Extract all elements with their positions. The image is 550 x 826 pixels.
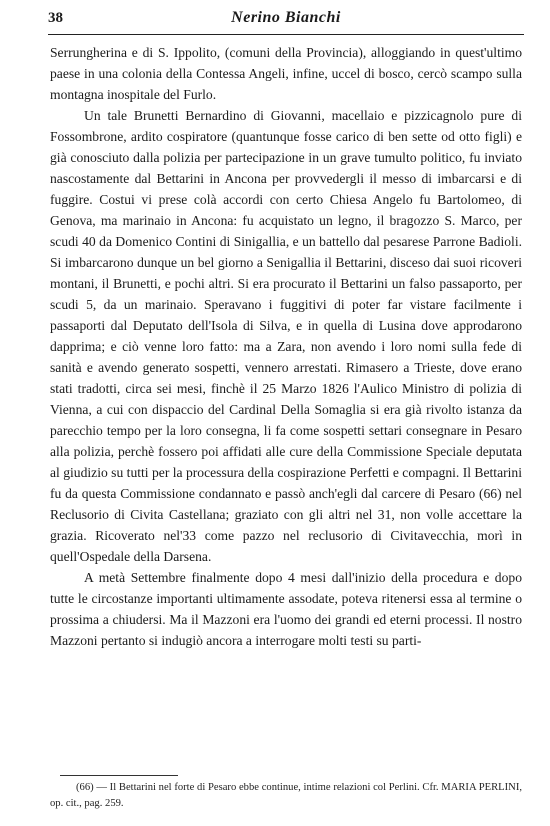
footnote-divider: [60, 775, 178, 776]
page-number: 38: [48, 10, 63, 26]
paragraph: Serrungherina e di S. Ippolito, (comuni della Provincia), alloggiando in quest'ultimo paese in una colonia della Contessa Angeli, infine, uccel di bosco, cercò scampo sulla montagna inospitale del Furlo.: [50, 45, 522, 102]
running-head: Nerino Bianchi: [231, 9, 341, 26]
paragraph: Un tale Brunetti Bernardino di Giovanni, macellaio e pizzicagnolo pure di Fossombrone, ardito cospiratore (quantunque fosse carico di ben sette od otto figli) e già conosciuto dalla polizia per partecipazione in un grave tumulto politico, fu inviato nascostamente dal Bettarini in Ancona per provvedergli il messo di imbarcarsi e di fuggire. Costui vi prese colà accordi con certo Chiesa Angelo fu Bartolomeo, di Genova, ma marinaio in Ancona: fu acquistato un legno, il bragozzo S. Marco, per scudi 40 da Domenico Contini di Sinigallia, e un battello dal pesarese Parrone Badioli. Si imbarcarono dunque un bel giorno a Senigallia il Bettarini, disceso dai suoi ricoveri montani, il Brunetti, e pochi altri. Si era procurato il Bettarini un falso passaporto, per scudi 5, da un marinaio. Speravano i fuggitivi di poter far vistare facilmente i passaporti dal Deputato dell'Isola di Silva, e in quella di Lusina dove approdarono dapprima; e ciò venne loro fatto: ma a Zara, non avendo i loro nomi sulla fede di sanità e avendo generato sospetti, vennero arrestati. Rimasero a Trieste, dove erano stati tradotti, circa sei mesi, finchè il 25 Marzo 1826 l'Aulico Ministro di polizia di Vienna, a cui con dispaccio del Cardinal Della Somaglia si era già rivolto istanza da parecchio tempo per la loro consegna, li fa come sospetti settari consegnare in Pesaro alla polizia, perchè fossero poi affidati alle cure della Commissione Speciale deputata al giudizio su tutti per la processura della cospirazione Perfetti e compagni. Il Bettarini fu da questa Commissione condannato e passò anch'egli dal carcere di Pesaro (66) nel Reclusorio di Civita Castellana; graziato con gli altri nel 31, non volle accettare la grazia. Ricoverato nel'33 come pazzo nel reclusorio di Civitavecchia, morì in quell'Ospedale della Darsena.: [50, 108, 522, 564]
footnote: (66) — Il Bettarini nel forte di Pesaro ebbe continue, intime relazioni col Perlini. Cfr. MARIA PERLINI, op. cit., pag. 259.: [50, 782, 522, 809]
paragraph: A metà Settembre finalmente dopo 4 mesi dall'inizio della procedura e dopo tutte le circostanze importanti ultimamente assodate, poteva ritenersi essa al termine o prossima a chiudersi. Ma il Mazzoni era l'uomo dei grandi ed eterni processi. Il nostro Mazzoni pertanto si indugiò ancora a interrogare molti testi su parti-: [50, 570, 522, 648]
body-text: [50, 42, 522, 651]
page-header: [48, 6, 524, 35]
